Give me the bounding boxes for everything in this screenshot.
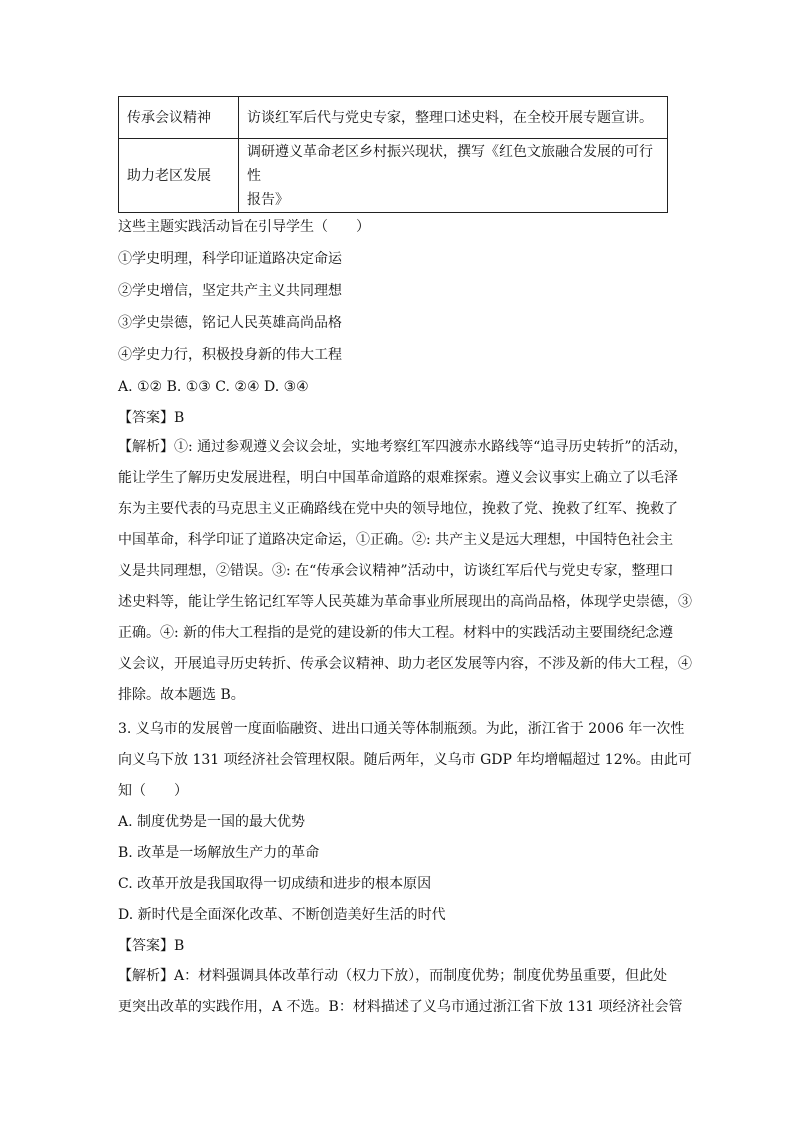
question-stem-line: 3. 义乌市的发展曾一度面临融资、进出口通关等体制瓶颈。为此，浙江省于 2006 年一次性 — [118, 721, 685, 737]
answer-choices: A. ①② B. ①③ C. ②④ D. ③④ — [118, 379, 309, 395]
analysis-line: 述史料等，能让学生铭记红军等人民英雄为革命事业所展现出的高尚品格，体现学史崇德，③ — [118, 594, 692, 610]
question-stem-line: 向义乌下放 131 项经济社会管理权限。随后两年，义乌市 GDP 年均增幅超过 12%。由此可 — [118, 752, 692, 768]
answer-option: D. 新时代是全面深化改革、不断创造美好生活的时代 — [118, 907, 446, 923]
table-cell-content: 访谈红军后代与党史专家，整理口述史料，在全校开展专题宣讲。 — [239, 97, 668, 139]
analysis-paragraph — [118, 432, 692, 711]
analysis-line: 义是共同理想，②错误。③: 在“传承会议精神”活动中，访谈红军后代与党史专家，整理口 — [118, 563, 674, 579]
statement-option: ①学史明理，科学印证道路决定命运 — [118, 251, 342, 267]
statement-option: ③学史崇德，铭记人民英雄高尚品格 — [118, 315, 342, 331]
analysis-line: 东为主要代表的马克思主义正确路线在党中央的领导地位，挽救了党、挽救了红军、挽救了 — [118, 501, 678, 517]
analysis-line: 【解析】①: 通过参观遵义会议会址，实地考察红军四渡赤水路线等“追寻历史转折”的活动， — [118, 439, 688, 455]
answer-option: A. 制度优势是一国的最大优势 — [118, 814, 306, 830]
statement-option: ④学史力行，积极投身新的伟大工程 — [118, 347, 342, 363]
answer-option: C. 改革开放是我国取得一切成绩和进步的根本原因 — [118, 876, 432, 892]
analysis-line: 【解析】A：材料强调具体改革行动（权力下放），而制度优势；制度优势虽重要，但此处 — [118, 968, 668, 984]
question-stem-line: 知（ ） — [118, 783, 188, 799]
table-cell-content-line: 报告》 — [247, 191, 289, 208]
answer-option: B. 改革是一场解放生产力的革命 — [118, 845, 320, 861]
question-stem — [118, 714, 692, 807]
answer-label: 【答案】B — [118, 410, 185, 426]
question-stem: 这些主题实践活动旨在引导学生（ ） — [118, 219, 370, 235]
statement-option: ②学史增信，坚定共产主义共同理想 — [118, 283, 342, 299]
table-cell-content — [239, 139, 668, 213]
analysis-line: 正确。④: 新的伟大工程指的是党的建设新的伟大工程。材料中的实践活动主要围绕纪念遵 — [118, 625, 674, 641]
analysis-line: 义会议，开展追寻历史转折、传承会议精神、助力老区发展等内容，不涉及新的伟大工程，④ — [118, 656, 692, 672]
table-row — [119, 139, 668, 213]
activity-table — [118, 96, 668, 213]
table-cell-theme: 助力老区发展 — [119, 139, 239, 213]
analysis-line: 中国革命，科学印证了道路决定命运，①正确。②: 共产主义是远大理想，中国特色社会主 — [118, 532, 674, 548]
table-cell-theme: 传承会议精神 — [119, 97, 239, 139]
table-cell-content-line: 调研遵义革命老区乡村振兴现状，撰写《红色文旅融合发展的可行性 — [247, 143, 653, 184]
analysis-line: 能让学生了解历史发展进程，明白中国革命道路的艰难探索。遵义会议事实上确立了以毛泽 — [118, 470, 678, 486]
table-row — [119, 97, 668, 139]
analysis-line: 排除。故本题选 B。 — [118, 687, 245, 703]
answer-label: 【答案】B — [118, 938, 185, 954]
analysis-line: 更突出改革的实践作用，A 不选。B：材料描述了义乌市通过浙江省下放 131 项经济社会管 — [118, 999, 683, 1015]
analysis-paragraph — [118, 961, 683, 1023]
